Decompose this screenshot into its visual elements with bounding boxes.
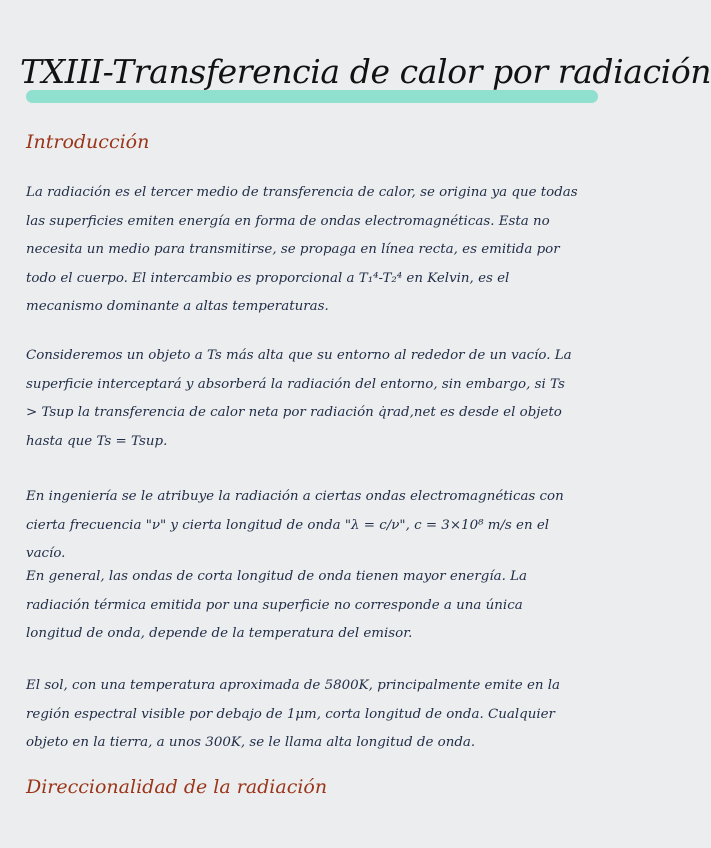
paragraph-radiation-definition: La radiación es el tercer medio de transferencia de calor, se origina ya que todas las superficies emiten energía en forma de ondas electromagnéticas. Esta no necesita un medio para transmitirse, se propaga en línea recta, es emitida por todo el cuerpo. El intercambio es proporcional a T₁⁴-T₂⁴ en Kelvin, es el mecanismo dominante a altas temperaturas. bbox=[26, 185, 578, 315]
paragraph-object-surroundings: Consideremos un objeto a Ts más alta que su entorno al rededor de un vacío. La superficie interceptará y absorberá la radiación del entorno, sin embargo, si Ts > Tsup la transferencia de calor neta por radiación q̇rad,net es desde el objeto hasta que Ts = Tsup. bbox=[26, 348, 572, 449]
paragraph-sun-emission: El sol, con una temperatura aproximada de 5800K, principalmente emite en la región espectral visible por debajo de 1μm, corta longitud de onda. Cualquier objeto en la tierra, a unos 300K, se le llama alta longitud de onda. bbox=[26, 678, 561, 751]
paragraph-electromagnetic-waves: En ingeniería se le atribuye la radiación a ciertas ondas electromagnéticas con cierta frecuencia "ν" y cierta longitud de onda "λ = c/ν", c = 3×10⁸ m/s en el vacío. bbox=[26, 489, 564, 562]
section-heading-directionality: Direccionalidad de la radiación bbox=[26, 776, 328, 798]
section-heading-introduction: Introducción bbox=[26, 131, 150, 153]
paragraph-wavelength-energy: En general, las ondas de corta longitud de onda tienen mayor energía. La radiación térmica emitida por una superficie no corresponde a una única longitud de onda, depende de la temperatura del emisor. bbox=[26, 569, 527, 642]
page-title: TXIII-Transferencia de calor por radiación bbox=[20, 52, 711, 91]
title-block bbox=[20, 46, 711, 110]
